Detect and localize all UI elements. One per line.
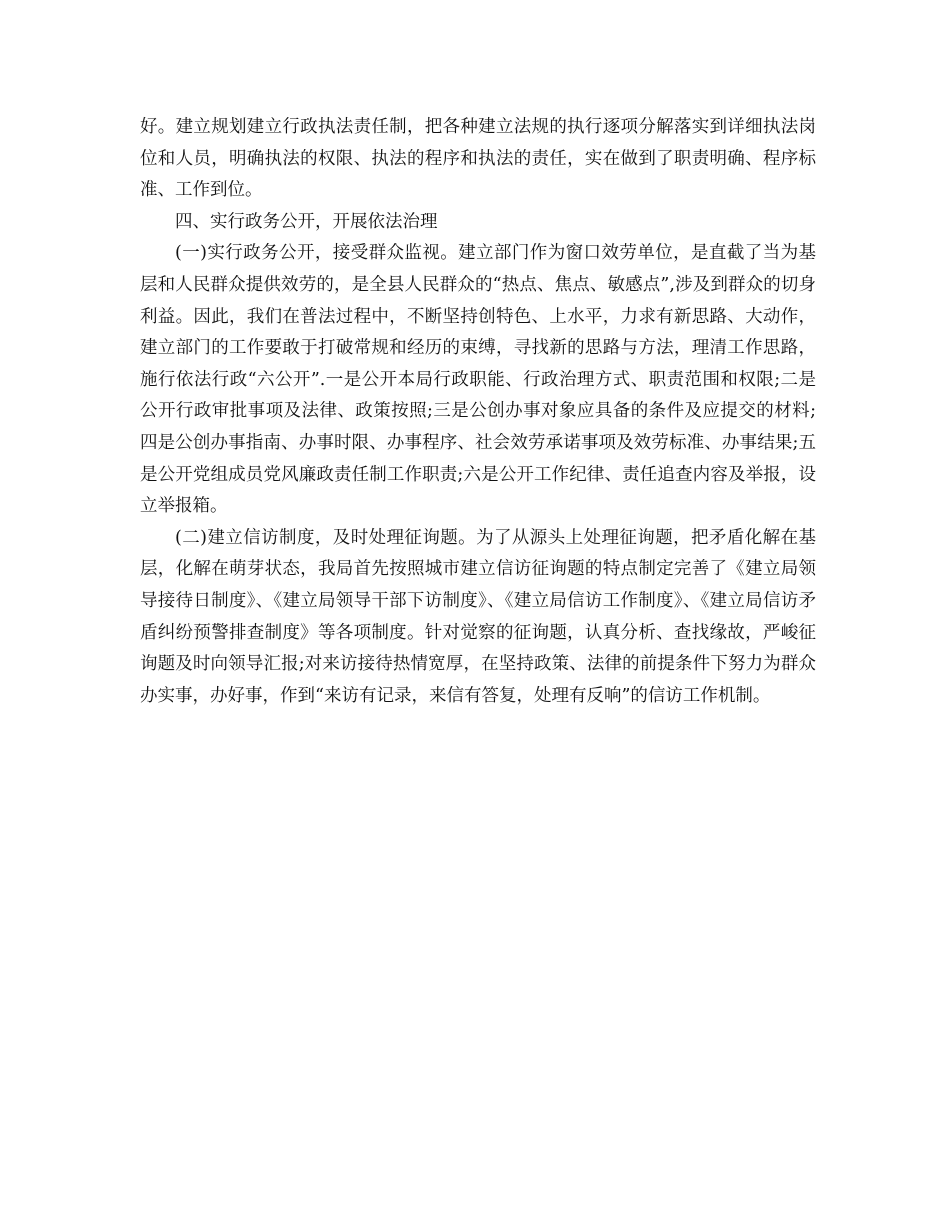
section-heading: 四、实行政务公开，开展依法治理 [175,211,438,232]
paragraph-government-transparency: (一)实行政务公开，接受群众监视。建立部门作为窗口效劳单位，是直截了当为基层和人民群众提供效劳的，是全县人民群众的“热点、焦点、敏感点”,涉及到群众的切身利益。因此，我们在普法过程中，不断坚持创特色、上水平，力求有新思路、大动作，建立部门的工作要敢于打破常规和经历的束缚，寻找新的思路与方法，理清工作思路，施行依法行政“六公开”.一是公开本局行政职能、行政治理方式、职责范围和权限;二是公开行政审批事项及法律、政策按照;三是公创办事对象应具备的条件及应提交的材料;四是公创办事指南、办事时限、办事程序、社会效劳承诺事项及效劳标准、办事结果;五是公开党组成员党风廉政责任制工作职责;六是公开工作纪律、责任追查内容及举报，设立举报箱。 [140,243,816,517]
paragraph-continuation: 好。建立规划建立行政执法责任制，把各种建立法规的执行逐项分解落实到详细执法岗位和人员，明确执法的权限、执法的程序和执法的责任，实在做到了职责明确、程序标准、工作到位。 [140,117,816,201]
document-body [140,112,816,712]
paragraph-petition-system: (二)建立信访制度，及时处理征询题。为了从源头上处理征询题，把矛盾化解在基层，化解在萌芽状态，我局首先按照城市建立信访征询题的特点制定完善了《建立局领导接待日制度》、《建立局领导干部下访制度》、《建立局信访工作制度》、《建立局信访矛盾纠纷预警排查制度》等各项制度。针对觉察的征询题，认真分析、查找缘故，严峻征询题及时向领导汇报;对来访接待热情宽厚，在坚持政策、法律的前提条件下努力为群众办实事，办好事，作到“来访有记录，来信有答复，处理有反响”的信访工作机制。 [140,527,816,706]
